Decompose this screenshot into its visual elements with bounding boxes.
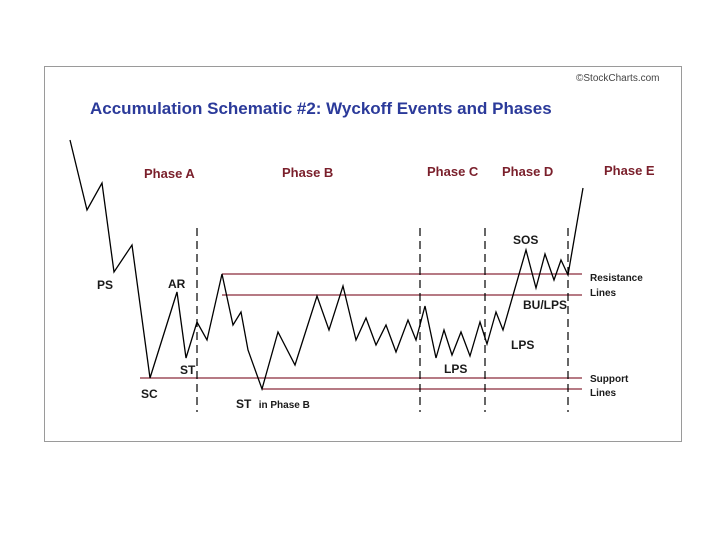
support-label-line2: Lines (590, 388, 617, 399)
event-sc-label: SC (141, 387, 158, 401)
support-label-line1: Support (590, 374, 629, 385)
event-lps-phase-d-label: LPS (511, 338, 535, 352)
event-st-label: ST (180, 363, 196, 377)
phase-b-label: Phase B (282, 165, 334, 180)
event-sos-label: SOS (513, 233, 539, 247)
event-ar-label: AR (168, 277, 186, 291)
diagram-title: Accumulation Schematic #2: Wyckoff Events and Phases (90, 99, 552, 118)
resistance-label-line1: Resistance (590, 273, 643, 284)
phase-a-label: Phase A (144, 166, 195, 181)
resistance-label-line2: Lines (590, 288, 617, 299)
event-st-phase-b-label (236, 397, 310, 411)
event-lps-phase-c-label: LPS (444, 362, 468, 376)
event-bu-lps-label: BU/LPS (523, 298, 568, 312)
source-credit: ©StockCharts.com (576, 73, 660, 84)
event-st-phase-b-suffix: in Phase B (258, 400, 310, 411)
phase-d-label: Phase D (502, 164, 554, 179)
event-st-phase-b-main: ST (236, 397, 252, 411)
event-ps-label: PS (97, 278, 114, 292)
phase-c-label: Phase C (427, 164, 479, 179)
phase-e-label: Phase E (604, 163, 655, 178)
